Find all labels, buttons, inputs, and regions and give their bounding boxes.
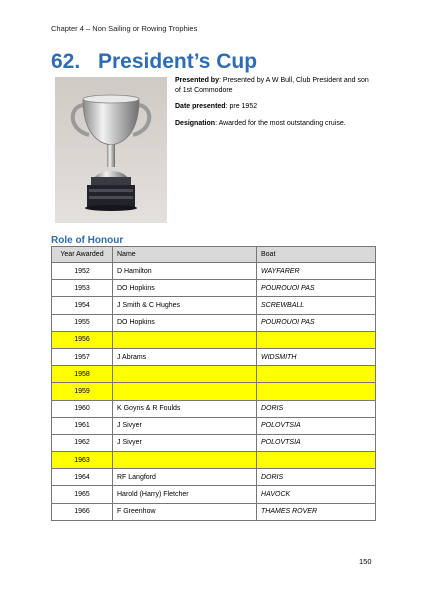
year-cell: 1952 — [52, 263, 113, 280]
table-row — [52, 280, 376, 297]
boat-cell — [257, 331, 376, 348]
name-cell: J Sivyer — [113, 434, 257, 451]
column-header-year: Year Awarded — [52, 247, 113, 263]
boat-cell: POLOVTSIA — [257, 434, 376, 451]
roll-of-honour-heading: Role of Honour — [51, 235, 124, 246]
presented-by — [175, 76, 375, 95]
date-presented-value: : pre 1952 — [225, 103, 258, 110]
boat-cell: POUROUOI PAS — [257, 314, 376, 331]
boat-cell — [257, 383, 376, 400]
table-row — [52, 400, 376, 417]
year-cell: 1965 — [52, 486, 113, 503]
column-header-name: Name — [113, 247, 257, 263]
boat-cell: HAVOCK — [257, 486, 376, 503]
designation-label: Designation — [175, 119, 216, 127]
year-cell: 1964 — [52, 469, 113, 486]
year-cell: 1954 — [52, 297, 113, 314]
name-cell: J Smith & C Hughes — [113, 297, 257, 314]
designation-value: : Awarded for the most outstanding cruise. — [215, 119, 346, 127]
name-cell — [113, 452, 257, 469]
boat-cell: DORIS — [257, 469, 376, 486]
boat-cell: DORIS — [257, 400, 376, 417]
table-header-row — [52, 247, 376, 263]
year-cell: 1961 — [52, 417, 113, 434]
year-cell: 1963 — [52, 452, 113, 469]
year-cell: 1953 — [52, 280, 113, 297]
year-cell: 1959 — [52, 383, 113, 400]
name-cell: F Greenhow — [113, 503, 257, 520]
table-row — [52, 366, 376, 383]
table-row — [52, 314, 376, 331]
name-cell: J Abrams — [113, 348, 257, 365]
boat-cell: THAMES ROVER — [257, 503, 376, 520]
chapter-header: Chapter 4 – Non Sailing or Rowing Trophies — [51, 24, 198, 33]
year-cell: 1966 — [52, 503, 113, 520]
trophy-name: President’s Cup — [98, 50, 258, 73]
year-cell: 1957 — [52, 348, 113, 365]
trophy-title — [51, 50, 257, 74]
name-cell — [113, 331, 257, 348]
table-row — [52, 348, 376, 365]
presented-by-value: : Presented by A W Bull, Club President and son of 1st Commodore — [175, 77, 369, 94]
presented-by-label: Presented by — [175, 77, 219, 84]
column-header-boat: Boat — [257, 247, 376, 263]
table-row — [52, 383, 376, 400]
name-cell — [113, 366, 257, 383]
boat-cell: WAYFARER — [257, 263, 376, 280]
boat-cell: WIDSMITH — [257, 348, 376, 365]
boat-cell — [257, 366, 376, 383]
table-row — [52, 434, 376, 451]
trophy-info — [175, 76, 375, 135]
name-cell — [113, 383, 257, 400]
trophy-number: 62. — [51, 50, 81, 73]
table-row — [52, 469, 376, 486]
date-presented-label: Date presented — [175, 103, 226, 110]
boat-cell — [257, 452, 376, 469]
name-cell: DO Hopkins — [113, 314, 257, 331]
boat-cell: POUROUOI PAS — [257, 280, 376, 297]
table-row — [52, 297, 376, 314]
year-cell: 1956 — [52, 331, 113, 348]
table-row — [52, 263, 376, 280]
name-cell: K Goyns & R Foulds — [113, 400, 257, 417]
trophy-photo — [55, 77, 167, 223]
table-row — [52, 331, 376, 348]
year-cell: 1958 — [52, 366, 113, 383]
name-cell: J Sivyer — [113, 417, 257, 434]
table-row — [52, 452, 376, 469]
trophy-cup-image — [55, 77, 167, 223]
page-number: 150 — [359, 557, 372, 566]
year-cell: 1960 — [52, 400, 113, 417]
boat-cell: POLOVTSIA — [257, 417, 376, 434]
table-row — [52, 486, 376, 503]
date-presented — [175, 102, 375, 112]
name-cell: DO Hopkins — [113, 280, 257, 297]
table-row — [52, 417, 376, 434]
table-row — [52, 503, 376, 520]
boat-cell: SCREWBALL — [257, 297, 376, 314]
name-cell: Harold (Harry) Fletcher — [113, 486, 257, 503]
name-cell: RF Langford — [113, 469, 257, 486]
roll-of-honour-table — [51, 246, 376, 521]
year-cell: 1955 — [52, 314, 113, 331]
name-cell: D Hamilton — [113, 263, 257, 280]
year-cell: 1962 — [52, 434, 113, 451]
designation — [175, 119, 375, 129]
